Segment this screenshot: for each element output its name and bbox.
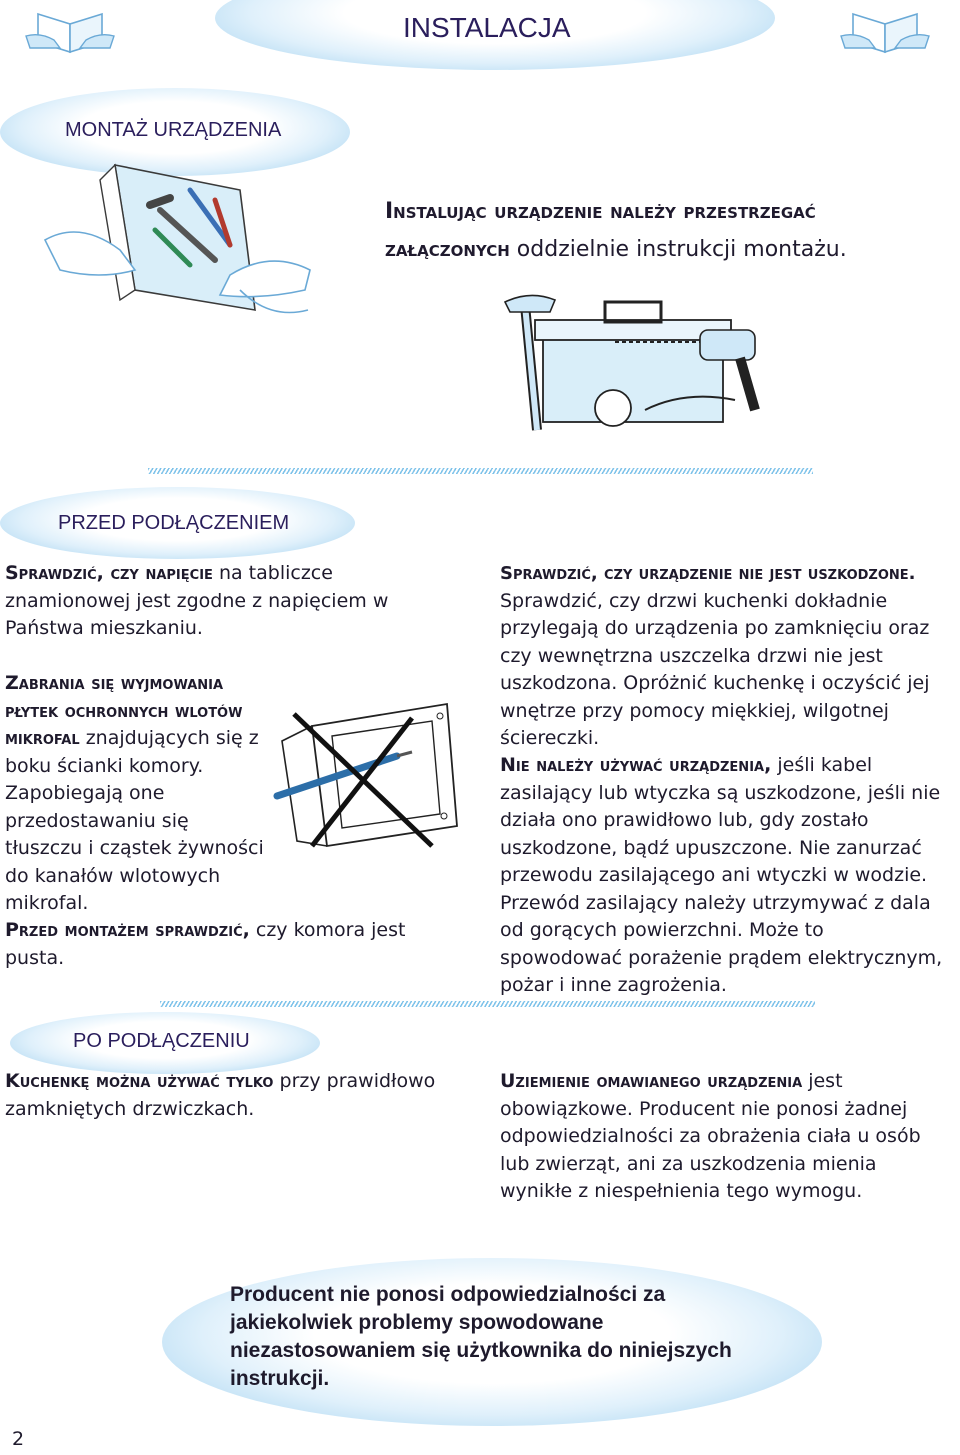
uziemienie-p1-rest: jest obowiązkowe. Producent nie ponosi żadnej odpowiedzialności za obrażenia ciała u osób lub zwierząt, ani za uszkodzenia mienia wynikłe z niespełnienia tego wymogu.: [500, 1070, 921, 1202]
section-separator: [148, 468, 813, 474]
uziemienie-p1: [500, 1068, 930, 1206]
hands-book-tools-illustration: [40, 150, 330, 340]
instruction-book-icon-right: [835, 6, 935, 56]
montaz-lead-bold: Instalując urządzenie należy przestrzegać załączonych: [385, 199, 816, 262]
przed-p3: [5, 917, 465, 972]
right-p2: [500, 752, 945, 1000]
przed-p2-bold: Zabrania się wyjmowania płytek ochronnych wlotów mikrofal: [5, 672, 243, 749]
po-p1: [5, 1068, 465, 1123]
toolbox-illustration: [495, 290, 785, 440]
przed-p1-rest: na tabliczce znamionowej jest zgodne z napięciem w Państwa mieszkaniu.: [5, 562, 389, 639]
montaz-heading: MONTAŻ URZĄDZENIA: [65, 119, 282, 141]
montaz-lead: [385, 193, 905, 269]
right-p2-rest: jeśli kabel zasilający lub wtyczka są uszkodzone, jeśli nie działa ono prawidłowo lub, gdy zostało uszkodzone, bądź upuszczone. Nie zanurzać przewodu zasilającego ani wtyczki w wodzie. Przewód zasilający należy utrzymywać z dala od gorących powierzchni. Może to spowodować porażenie prądem elektrycznym, pożar i inne zagrożenia.: [500, 754, 943, 996]
right-p1-rest: Sprawdzić, czy drzwi kuchenki dokładnie przylegają do urządzenia po zamknięciu oraz czy wewnętrzna uszczelka drzwi nie jest uszkodzona. Opróżnić kuchenkę i oczyścić jej wnętrze przy pomocy miękkiej, wilgotnej ściereczki.: [500, 589, 930, 749]
uziemienie-p1-bold: Uziemienie omawianego urządzenia: [500, 1070, 803, 1092]
instruction-book-icon: [20, 6, 120, 56]
montaz-lead-rest: oddzielnie instrukcji montażu.: [509, 237, 847, 262]
section-separator-2: [160, 1001, 815, 1007]
page-title: INSTALACJA: [403, 12, 571, 43]
po-heading: PO PODŁĄCZENIU: [73, 1030, 250, 1052]
right-p2-bold: Nie należy używać urządzenia,: [500, 754, 772, 776]
przed-p1: [5, 560, 435, 643]
page-number: 2: [12, 1428, 25, 1450]
przed-heading: PRZED PODŁĄCZENIEM: [58, 512, 290, 534]
przed-p2-rest: znajdujących się z boku ścianki komory. Zapobiegają one przedostawaniu się tłuszczu i cząstek żywności do kanałów wlotowych mikrofal.: [5, 727, 264, 914]
right-p1-bold: Sprawdzić, czy urządzenie nie jest uszkodzone.: [500, 563, 916, 584]
po-p1-bold: Kuchenkę można używać tylko: [5, 1070, 274, 1092]
przed-p3-bold: Przed montażem sprawdzić,: [5, 919, 250, 941]
right-p1: [500, 560, 940, 753]
po-p1-rest: przy prawidłowo zamkniętych drzwiczkach.: [5, 1070, 436, 1120]
footer-note: Producent nie ponosi odpowiedzialności za jakiekolwiek problemy spowodowane niezastosowaniem się użytkownika do niniejszych instrukcji.: [230, 1283, 732, 1390]
przed-p2: [5, 670, 271, 918]
przed-p1-bold: Sprawdzić, czy napięcie: [5, 562, 213, 584]
przed-p3-rest: czy komora jest pusta.: [5, 919, 406, 969]
oven-cavity-crossed-illustration: [272, 696, 462, 856]
